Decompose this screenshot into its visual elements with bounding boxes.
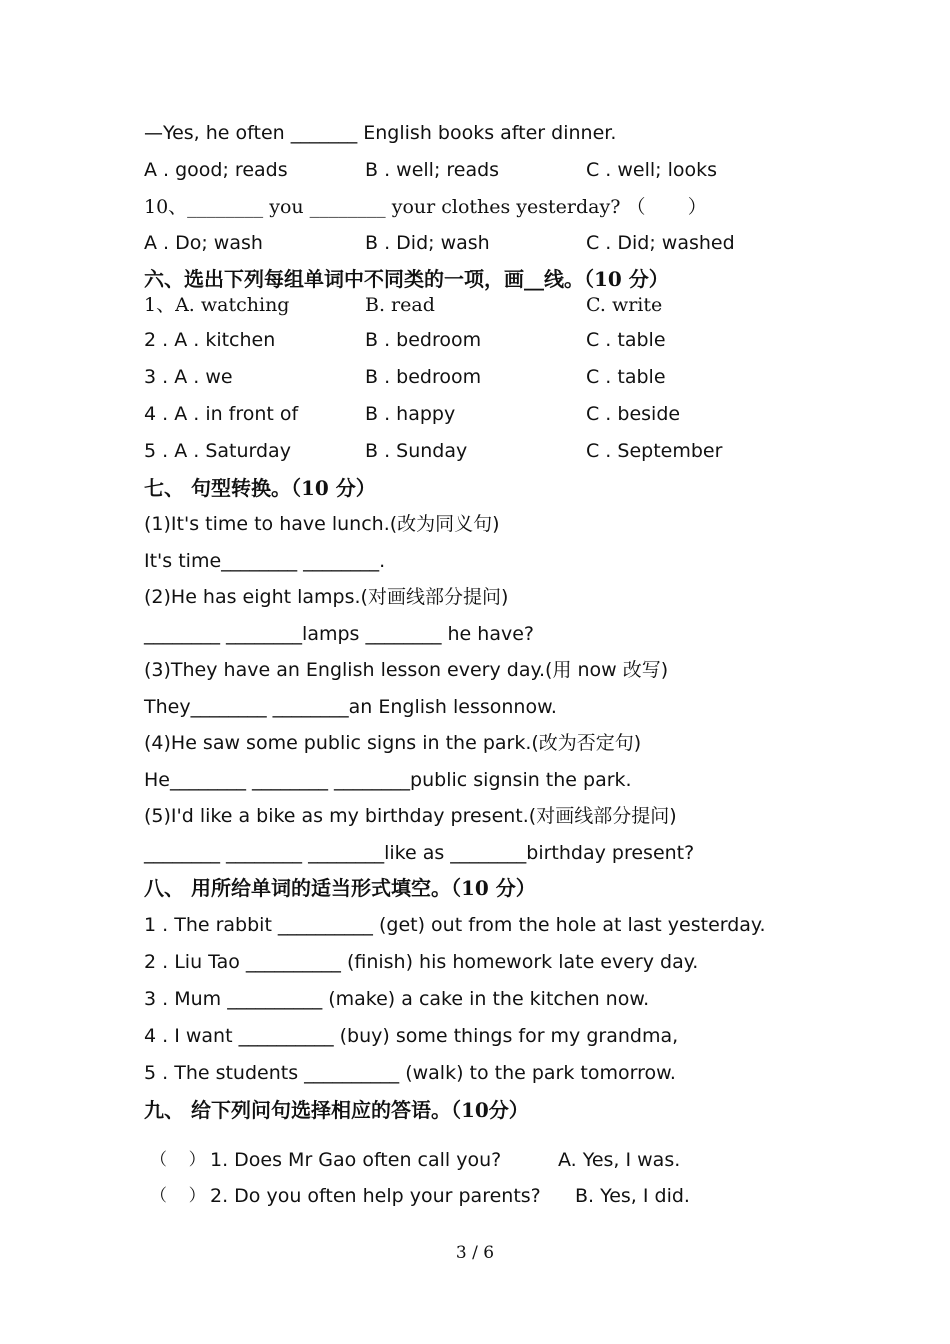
s6-row4-c: C . beside	[586, 403, 681, 425]
s6-row4-a: 4 . A . in front of	[144, 403, 299, 425]
s9-item1-question: 1. Does Mr Gao often call you?	[210, 1149, 502, 1171]
section8-heading: 八、 用所给单词的适当形式填空。（10 分）	[144, 876, 536, 900]
s7-line10: ________ ________ ________like as ________birthday present?	[144, 842, 695, 864]
s6-row5-a: 5 . A . Saturday	[144, 440, 291, 462]
q10-option-a: A . Do; wash	[144, 232, 263, 254]
q10-option-c: C . Did; washed	[586, 232, 735, 254]
q9-option-c: C . well; looks	[586, 159, 718, 181]
s6-row5-c: C . September	[586, 440, 723, 462]
s7-line8: He________ ________ ________public signsin the park.	[144, 769, 632, 791]
s9-item2-question: 2. Do you often help your parents?	[210, 1185, 541, 1207]
s6-row1-a: 1、A. watching	[144, 294, 290, 316]
section6-heading: 六、选出下列每组单词中不同类的一项，画__线。（10 分）	[144, 267, 669, 291]
s6-row2-b: B . bedroom	[365, 329, 482, 351]
q10-line: 10、________ you ________ your clothes yesterday? （ ）	[144, 196, 707, 218]
q9-answer-line: —Yes, he often _______ English books after dinner.	[144, 122, 617, 144]
s7-line5: (3)They have an English lesson every day.(用 now 改写)	[144, 659, 669, 681]
q9-option-a: A . good; reads	[144, 159, 288, 181]
q10-option-b: B . Did; wash	[365, 232, 490, 254]
s8-line1: 1 . The rabbit __________ (get) out from the hole at last yesterday.	[144, 914, 766, 936]
s9-item1-bracket: （ ）	[150, 1150, 206, 1170]
section9-heading: 九、 给下列问句选择相应的答语。（10分）	[144, 1098, 529, 1122]
s6-row3-b: B . bedroom	[365, 366, 482, 388]
s6-row3-a: 3 . A . we	[144, 366, 233, 388]
s6-row3-c: C . table	[586, 366, 666, 388]
s8-line4: 4 . I want __________ (buy) some things for my grandma,	[144, 1025, 679, 1047]
s6-row4-b: B . happy	[365, 403, 456, 425]
s6-row2-c: C . table	[586, 329, 666, 351]
s6-row1-c: C. write	[586, 294, 663, 316]
s9-item2-bracket: （ ）	[150, 1186, 206, 1206]
page-number: 3 / 6	[455, 1243, 495, 1263]
s8-line5: 5 . The students __________ (walk) to the park tomorrow.	[144, 1062, 676, 1084]
s7-line7: (4)He saw some public signs in the park.(改为否定句)	[144, 732, 642, 754]
s7-line4: ________ ________lamps ________ he have?	[144, 623, 534, 645]
s6-row2-a: 2 . A . kitchen	[144, 329, 276, 351]
s7-line3: (2)He has eight lamps.(对画线部分提问)	[144, 586, 509, 608]
s7-line9: (5)I'd like a bike as my birthday present.(对画线部分提问)	[144, 805, 677, 827]
s6-row5-b: B . Sunday	[365, 440, 468, 462]
s6-row1-b: B. read	[365, 294, 435, 316]
section7-heading: 七、 句型转换。（10 分）	[144, 476, 376, 500]
s8-line3: 3 . Mum __________ (make) a cake in the kitchen now.	[144, 988, 650, 1010]
s9-item1-answer: A. Yes, I was.	[558, 1149, 681, 1171]
s8-line2: 2 . Liu Tao __________ (finish) his homework late every day.	[144, 951, 699, 973]
s7-line2: It's time________ ________.	[144, 550, 386, 572]
q9-option-b: B . well; reads	[365, 159, 500, 181]
s7-line6: They________ ________an English lessonnow.	[144, 696, 557, 718]
s7-line1: (1)It's time to have lunch.(改为同义句)	[144, 513, 500, 535]
s9-item2-answer: B. Yes, I did.	[575, 1185, 690, 1207]
